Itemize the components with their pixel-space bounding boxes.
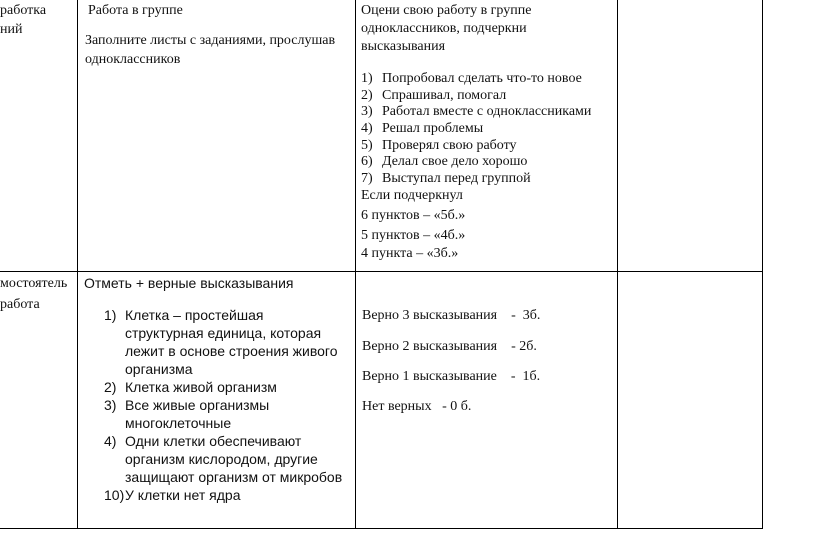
row2-col0-line2: работа [0, 297, 40, 312]
row1-col2-scoring-line2: 6 пунктов – «5б.» [361, 208, 466, 223]
score-line-2: Верно 2 высказывания - 2б. [362, 339, 537, 354]
list-item: 1) Попробовал сделать что-то новое [361, 71, 582, 86]
row1-col0-line1: работка [0, 3, 47, 18]
row1-col2-cell [356, 0, 616, 270]
score-line-3: Верно 3 высказывания - 3б. [362, 308, 541, 323]
row1-col2-intro-line3: высказывания [361, 39, 446, 54]
row2-col0-line1: мостоятель [0, 276, 68, 291]
row2-col1-title: Отметь + верные высказывания [84, 275, 294, 291]
row1-col2-scoring-line4: 4 пункта – «3б.» [361, 246, 459, 261]
row2-col1-statements-list [88, 306, 352, 504]
row1-col1-cell [78, 0, 354, 270]
row1-col1-instruction-line1: Заполните листы с заданиями, прослушав [85, 33, 336, 48]
score-line-1: Верно 1 высказывание - 1б. [362, 369, 541, 384]
row2-col3-cell [618, 272, 761, 528]
list-item: 10) У клетки нет ядра [104, 487, 241, 503]
list-item: 4) Одни клетки обеспечивают организм кислородом, другие защищают организм от микробов [104, 433, 343, 485]
table-border-bottom [0, 528, 763, 529]
list-item: 4) Решал проблемы [361, 121, 484, 137]
row1-col2-criteria-list [361, 70, 611, 187]
list-item: 7) Выступал перед группой [361, 171, 531, 187]
row1-col2-scoring-line1: Если подчеркнул [361, 188, 463, 203]
list-item: 1) Клетка – простейшая структурная единица, которая лежит в основе строения живого организма [104, 307, 338, 377]
table-border-col4 [762, 0, 763, 529]
score-line-0: Нет верных - 0 б. [362, 399, 472, 414]
row1-col1-title: Работа в группе [88, 3, 183, 18]
list-item: 2) Клетка живой организм [104, 379, 277, 395]
list-item: 3) Работал вместе с одноклассниками [361, 104, 592, 120]
row1-col2-intro-line1: Оцени свою работу в группе [361, 3, 532, 18]
row1-col2-intro-line2: одноклассников, подчеркни [361, 21, 527, 36]
list-item: 2) Спрашивал, помогал [361, 87, 507, 103]
row1-col2-scoring-line3: 5 пунктов – «4б.» [361, 228, 466, 243]
row1-col1-instruction-line2: одноклассников [85, 52, 181, 67]
row2-col0-cell [0, 272, 76, 528]
row2-col1-cell [78, 272, 354, 528]
row1-col3-cell [618, 0, 761, 270]
row2-col2-cell [356, 272, 616, 528]
row1-col0-cell [0, 0, 76, 270]
row1-col0-line2: ний [0, 22, 23, 37]
list-item: 6) Делал свое дело хорошо [361, 154, 528, 170]
list-item: 3) Все живые организмы многоклеточные [104, 397, 270, 431]
list-item: 5) Проверял свою работу [361, 137, 517, 153]
